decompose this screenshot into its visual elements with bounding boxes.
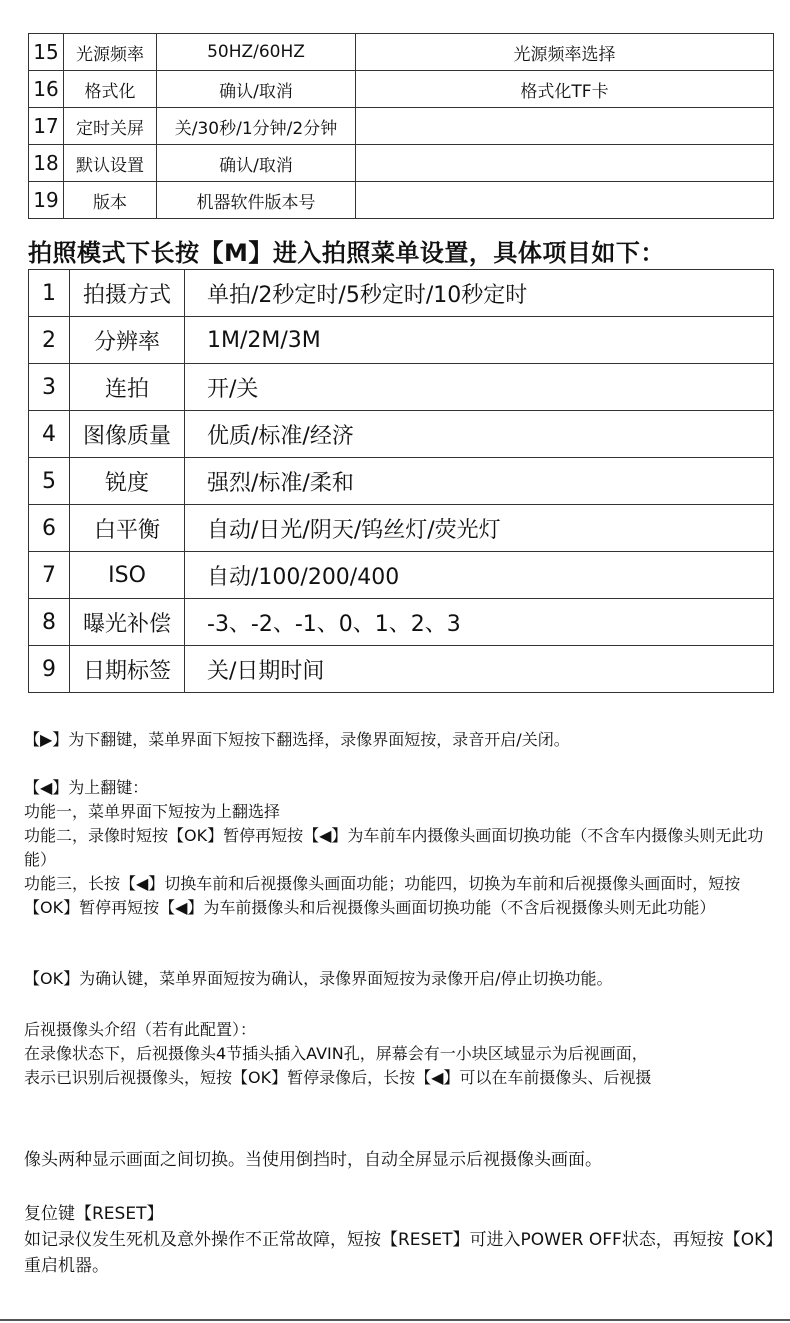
item-options: 强烈/标准/柔和	[185, 458, 774, 505]
up-key-function-2: 功能二，录像时短按【OK】暂停再短按【◀】为车前车内摄像头画面切换功能（不含车内摄像头则无此功能）	[24, 826, 764, 869]
table-row	[29, 71, 774, 108]
table-row	[29, 270, 774, 317]
rear-camera-note	[24, 1018, 776, 1090]
item-number: 7	[29, 552, 70, 599]
item-options: 自动/100/200/400	[185, 552, 774, 599]
item-name: ISO	[70, 552, 185, 599]
item-options: 关/日期时间	[185, 646, 774, 693]
table-row	[29, 182, 774, 219]
item-description	[356, 182, 774, 219]
ok-key-text: 【OK】为确认键，菜单界面短按为确认，录像界面短按为录像开启/停止切换功能。	[24, 969, 613, 988]
item-description	[356, 108, 774, 145]
item-options: 机器软件版本号	[157, 182, 356, 219]
item-options: 优质/标准/经济	[185, 411, 774, 458]
reset-key-note	[24, 1201, 776, 1279]
table-row	[29, 458, 774, 505]
item-options: 1M/2M/3M	[185, 317, 774, 364]
up-key-title: 【◀】为上翻键：	[24, 778, 149, 797]
reset-key-text: 如记录仪发生死机及意外操作不正常故障，短按【RESET】可进入POWER OFF状态，再短按【OK】重启机器。	[24, 1230, 774, 1276]
rear-camera-line-3: 像头两种显示画面之间切换。当使用倒挡时，自动全屏显示后视摄像头画面。	[24, 1150, 602, 1170]
item-options: 关/30秒/1分钟/2分钟	[157, 108, 356, 145]
item-description: 格式化TF卡	[356, 71, 774, 108]
photo-menu-heading: 拍照模式下长按【M】进入拍照菜单设置，具体项目如下：	[28, 239, 665, 267]
item-name: 版本	[64, 182, 157, 219]
item-number: 5	[29, 458, 70, 505]
item-number: 15	[29, 34, 64, 71]
item-name: 定时关屏	[64, 108, 157, 145]
bottom-divider	[0, 1319, 790, 1321]
item-name: 默认设置	[64, 145, 157, 182]
table-row	[29, 34, 774, 71]
item-name: 图像质量	[70, 411, 185, 458]
item-options: 开/关	[185, 364, 774, 411]
rear-camera-title: 后视摄像头介绍（若有此配置）：	[24, 1020, 257, 1039]
up-key-function-3: 功能三，长按【◀】切换车前和后视摄像头画面功能；功能四，切换为车前和后视摄像头画面时，短按【OK】暂停再短按【◀】为车前摄像头和后视摄像头画面切换功能（不含后视摄像头则无此功能）	[24, 874, 741, 917]
item-number: 3	[29, 364, 70, 411]
item-number: 18	[29, 145, 64, 182]
item-number: 8	[29, 599, 70, 646]
rear-camera-note-continued	[24, 1148, 776, 1172]
item-options: 确认/取消	[157, 145, 356, 182]
ok-key-note	[24, 967, 776, 991]
up-key-note	[24, 776, 776, 920]
table-row	[29, 145, 774, 182]
item-name: 格式化	[64, 71, 157, 108]
item-number: 1	[29, 270, 70, 317]
reset-key-title: 复位键【RESET】	[24, 1204, 164, 1224]
table-row	[29, 646, 774, 693]
item-options: -3、-2、-1、0、1、2、3	[185, 599, 774, 646]
table-row	[29, 317, 774, 364]
item-name: 白平衡	[70, 505, 185, 552]
down-key-text: 【▶】为下翻键，菜单界面下短按下翻选择，录像界面短按，录音开启/关闭。	[24, 730, 570, 749]
item-number: 19	[29, 182, 64, 219]
rear-camera-line-2: 表示已识别后视摄像头，短按【OK】暂停录像后，长按【◀】可以在车前摄像头、后视摄	[24, 1068, 652, 1087]
table-row	[29, 108, 774, 145]
down-key-note	[24, 728, 776, 752]
item-number: 17	[29, 108, 64, 145]
item-options: 单拍/2秒定时/5秒定时/10秒定时	[185, 270, 774, 317]
item-number: 4	[29, 411, 70, 458]
photo-menu-table	[28, 269, 774, 693]
up-key-function-1: 功能一，菜单界面下短按为上翻选择	[24, 802, 281, 821]
table-row	[29, 411, 774, 458]
rear-camera-line-1: 在录像状态下，后视摄像头4节插头插入AVIN孔，屏幕会有一小块区域显示为后视画面，	[24, 1044, 648, 1063]
item-options: 50HZ/60HZ	[157, 34, 356, 71]
item-name: 光源频率	[64, 34, 157, 71]
item-options: 确认/取消	[157, 71, 356, 108]
table-row	[29, 552, 774, 599]
item-number: 6	[29, 505, 70, 552]
item-description: 光源频率选择	[356, 34, 774, 71]
item-name: 锐度	[70, 458, 185, 505]
item-name: 拍摄方式	[70, 270, 185, 317]
table-row	[29, 364, 774, 411]
item-number: 2	[29, 317, 70, 364]
item-name: 曝光补偿	[70, 599, 185, 646]
item-options: 自动/日光/阴天/钨丝灯/荧光灯	[185, 505, 774, 552]
table-row	[29, 599, 774, 646]
item-name: 分辨率	[70, 317, 185, 364]
item-description	[356, 145, 774, 182]
table-row	[29, 505, 774, 552]
item-name: 连拍	[70, 364, 185, 411]
item-number: 16	[29, 71, 64, 108]
item-name: 日期标签	[70, 646, 185, 693]
menu-settings-table	[28, 33, 774, 219]
item-number: 9	[29, 646, 70, 693]
